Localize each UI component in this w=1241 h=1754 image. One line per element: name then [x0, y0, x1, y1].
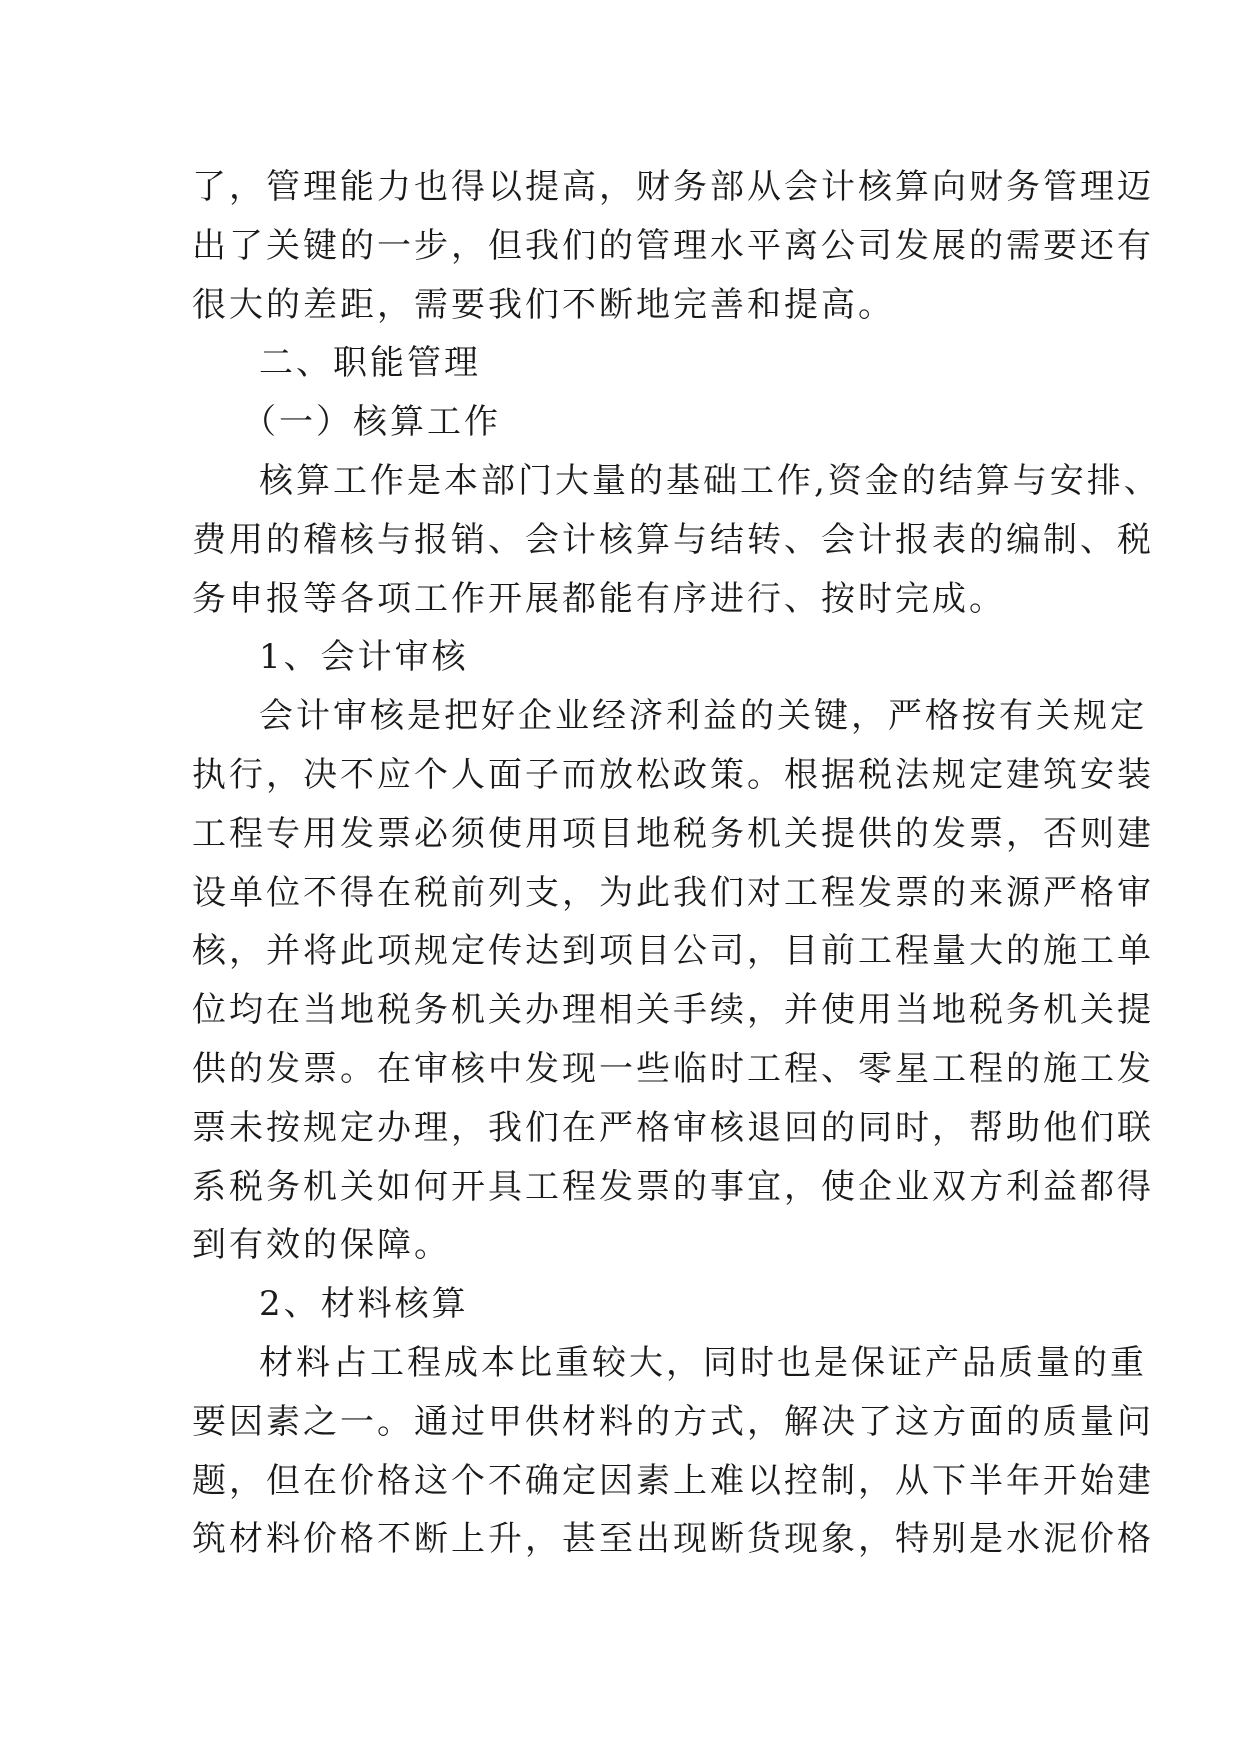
body-line: 很大的差距，需要我们不断地完善和提高。	[192, 284, 895, 325]
body-line: 执行，决不应个人面子而放松政策。根据税法规定建筑安装	[192, 754, 1154, 795]
item-heading: 2、材料核算	[259, 1284, 469, 1325]
item-heading: 1、会计审核	[259, 637, 469, 678]
body-line: 设单位不得在税前列支，为此我们对工程发票的来源严格审	[192, 872, 1154, 913]
body-line: 会计审核是把好企业经济利益的关键，严格按有关规定	[259, 696, 1147, 737]
body-line: 工程专用发票必须使用项目地税务机关提供的发票，否则建	[192, 813, 1154, 854]
document-body	[192, 158, 1161, 1569]
body-line: 筑材料价格不断上升，甚至出现断货现象，特别是水泥价格	[192, 1519, 1154, 1560]
body-line: 材料占工程成本比重较大，同时也是保证产品质量的重	[259, 1342, 1147, 1383]
body-line: 位均在当地税务机关办理相关手续，并使用当地税务机关提	[192, 990, 1154, 1031]
body-line: 核，并将此项规定传达到项目公司，目前工程量大的施工单	[192, 931, 1154, 972]
subsection-heading: （一）核算工作	[242, 402, 501, 443]
body-line: 题，但在价格这个不确定因素上难以控制，从下半年开始建	[192, 1460, 1154, 1501]
body-line: 供的发票。在审核中发现一些临时工程、零星工程的施工发	[192, 1048, 1154, 1089]
body-line: 系税务机关如何开具工程发票的事宜，使企业双方利益都得	[192, 1166, 1154, 1207]
body-line: 出了关键的一步，但我们的管理水平离公司发展的需要还有	[192, 225, 1154, 266]
body-line: 了，管理能力也得以提高，财务部从会计核算向财务管理迈	[192, 167, 1154, 207]
body-line: 到有效的保障。	[192, 1225, 451, 1266]
body-line: 要因素之一。通过甲供材料的方式，解决了这方面的质量问	[192, 1401, 1154, 1442]
section-heading: 二、职能管理	[259, 343, 481, 384]
body-line: 核算工作是本部门大量的基础工作,资金的结算与安排、	[259, 460, 1161, 501]
body-line: 费用的稽核与报销、会计核算与结转、会计报表的编制、税	[192, 519, 1154, 560]
body-line: 票未按规定办理，我们在严格审核退回的同时，帮助他们联	[192, 1107, 1154, 1148]
body-line: 务申报等各项工作开展都能有序进行、按时完成。	[192, 578, 1006, 619]
